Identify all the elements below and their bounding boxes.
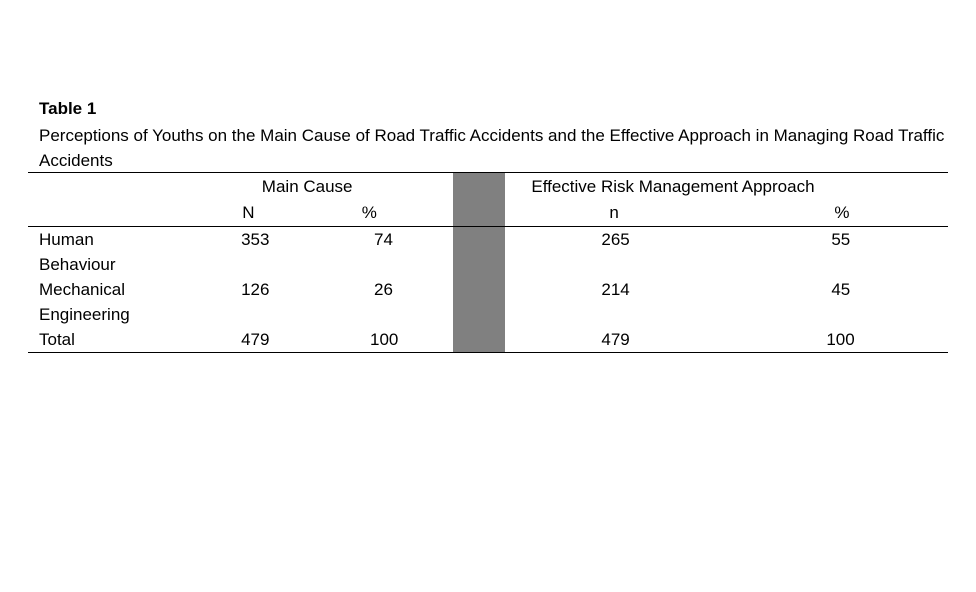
shaded-separator: [453, 201, 505, 227]
table-row: [28, 227, 948, 253]
row-eff-n: 265: [601, 230, 630, 249]
total-main-n: 479: [241, 330, 270, 349]
eff-pct-label: %: [834, 203, 850, 222]
eff-n-label: n: [609, 203, 619, 222]
table-row-continuation: [28, 252, 948, 277]
header-empty-cell: [28, 173, 216, 202]
group-header-row: [28, 173, 948, 202]
shaded-separator: [453, 302, 505, 327]
row-main-n: 353: [241, 230, 270, 249]
table-row: [28, 277, 948, 302]
main-n-label: N: [242, 203, 255, 222]
main-pct-label: %: [361, 203, 377, 222]
row-main-pct: 26: [373, 280, 393, 299]
table-label: Table 1: [39, 99, 97, 118]
row-label: Mechanical: [39, 280, 125, 299]
shaded-separator: [453, 277, 505, 302]
header-main-cause: Main Cause: [261, 177, 353, 196]
row-eff-pct: 55: [831, 230, 851, 249]
shaded-separator: [453, 252, 505, 277]
row-label-continuation: Behaviour: [39, 255, 116, 274]
table-caption: Perceptions of Youths on the Main Cause of Road Traffic Accidents and the Effective Approach in Managing Road Traffic Accidents: [39, 126, 945, 170]
sub-header-empty-cell: [28, 201, 216, 227]
sub-header-row: [28, 201, 948, 227]
shaded-separator: [453, 327, 505, 353]
total-label: Total: [39, 330, 75, 349]
shaded-separator: [453, 173, 505, 202]
total-eff-pct: 100: [826, 330, 855, 349]
sub-header-main-n: [216, 201, 433, 227]
data-table: [28, 172, 948, 353]
total-row: [28, 327, 948, 353]
shaded-separator: [453, 227, 505, 253]
row-eff-n: 214: [601, 280, 630, 299]
total-eff-n: 479: [601, 330, 630, 349]
header-effective-approach: Effective Risk Management Approach: [531, 177, 815, 196]
row-main-pct: 74: [373, 230, 393, 249]
row-label-continuation: Engineering: [39, 305, 130, 324]
row-eff-pct: 45: [831, 280, 851, 299]
row-label: Human: [39, 230, 94, 249]
row-main-n: 126: [241, 280, 270, 299]
table-row-continuation: [28, 302, 948, 327]
total-main-pct: 100: [369, 330, 399, 349]
sub-header-main-pct-cell: [361, 201, 453, 227]
